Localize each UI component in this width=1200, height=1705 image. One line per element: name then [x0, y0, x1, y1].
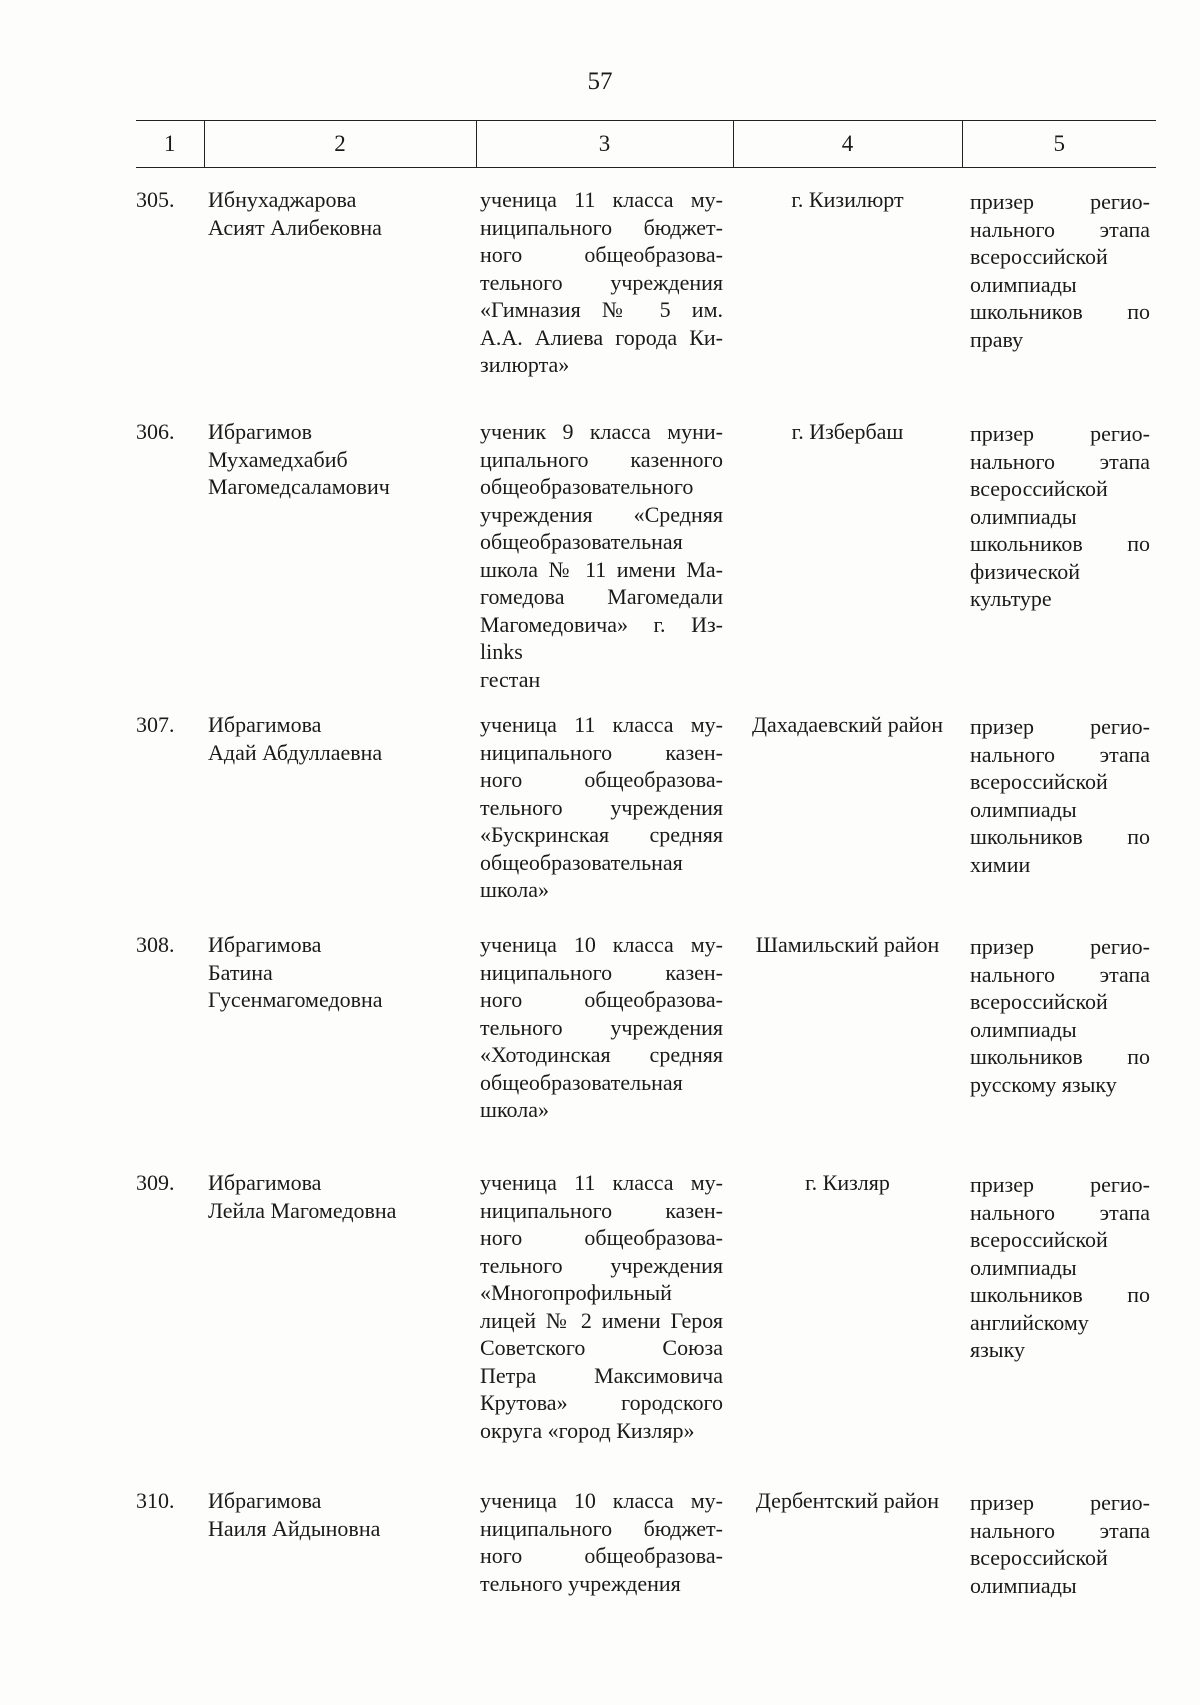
institution-line: ного общеобразова- — [480, 242, 723, 267]
award-line: нального этапа — [970, 216, 1150, 242]
institution-line: тельного учреждения — [480, 1252, 723, 1278]
institution-line: ного общеобразова- — [480, 767, 723, 792]
award-status — [962, 1151, 1156, 1469]
column-header-institution: 3 — [476, 121, 733, 168]
institution-line: общеобразовательная — [480, 1069, 683, 1095]
column-header-number: 1 — [136, 121, 204, 168]
column-header-name: 2 — [204, 121, 476, 168]
person-name-line: Ибрагимова — [208, 1170, 322, 1195]
institution-line: Магомедовича» г. Из- — [480, 611, 723, 637]
person-name-line: Батина — [208, 959, 273, 985]
award-status — [962, 693, 1156, 913]
person-name-line: Адай Абдуллаевна — [208, 739, 383, 765]
institution-line: ного общеобразова- — [480, 1543, 723, 1568]
institution-line: округа «город Кизляр» — [480, 1417, 695, 1443]
institution-line: ниципального казен- — [480, 739, 723, 765]
institution-line: «Многопрофильный — [480, 1280, 672, 1305]
person-name-line: Ибрагимова — [208, 932, 322, 957]
award-line: нального этапа — [970, 741, 1150, 767]
institution-line: ниципального бюджет- — [480, 214, 723, 240]
award-line: олимпиады — [970, 1254, 1077, 1280]
institution-line: общеобразовательная — [480, 529, 683, 554]
person-name — [204, 1469, 476, 1599]
table-row — [136, 913, 1156, 1151]
award-line: языку — [970, 1337, 1025, 1362]
row-number: 305. — [136, 187, 175, 212]
award-status — [962, 168, 1156, 401]
table-header-row — [136, 121, 1156, 168]
award-line: праву — [970, 326, 1024, 352]
institution-line: школа № 11 имени Ма- — [480, 556, 723, 582]
institution-line: ученица 11 класса му- — [480, 187, 723, 212]
institution-line: «Бускринская средняя — [480, 822, 723, 847]
municipality: г. Кизляр — [805, 1170, 890, 1195]
institution-line: тельного учреждения — [480, 1570, 681, 1596]
institution-line: links — [480, 639, 523, 664]
award-line: нального этапа — [970, 448, 1150, 474]
person-name — [204, 1151, 476, 1469]
row-number: 307. — [136, 712, 175, 737]
row-number: 310. — [136, 1488, 175, 1513]
column-header-award: 5 — [962, 121, 1156, 168]
institution-line: ученица 10 класса му- — [480, 1488, 723, 1513]
award-line: школьников по — [970, 1044, 1150, 1069]
institution-line: ципального казенного — [480, 446, 723, 472]
institution-line: ного общеобразова- — [480, 1225, 723, 1250]
award-line: призер регио- — [970, 934, 1150, 959]
award-line: всероссийской — [970, 244, 1108, 269]
institution — [476, 913, 733, 1151]
award-line: призер регио- — [970, 421, 1150, 446]
award-line: культуре — [970, 586, 1052, 611]
award-line: всероссийской — [970, 989, 1108, 1014]
municipality: Дербентский район — [755, 1488, 940, 1513]
award-line: школьников по — [970, 531, 1150, 556]
award-line: нального этапа — [970, 1199, 1150, 1225]
institution-line: учреждения «Средняя — [480, 501, 723, 527]
institution-line: ниципального казен- — [480, 1197, 723, 1223]
institution-line: общеобразовательная — [480, 849, 683, 875]
institution-line: «Хотодинская средняя — [480, 1042, 723, 1067]
institution-line: общеобразовательного — [480, 474, 694, 499]
award-status — [962, 1469, 1156, 1599]
institution-line: Крутова» городского — [480, 1390, 723, 1415]
award-line: призер регио- — [970, 1172, 1150, 1197]
municipality: Шамильский район — [755, 932, 940, 957]
award-line: олимпиады — [970, 271, 1077, 297]
person-name-line: Наиля Айдыновна — [208, 1515, 381, 1541]
award-line: олимпиады — [970, 1572, 1077, 1598]
table-row — [136, 400, 1156, 693]
institution-line: ученица 10 класса му- — [480, 932, 723, 957]
municipality: г. Кизилюрт — [791, 187, 904, 212]
award-line: физической — [970, 558, 1080, 584]
institution-line: школа» — [480, 1097, 549, 1122]
municipality: г. Избербаш — [791, 419, 904, 444]
institution — [476, 168, 733, 401]
award-line: школьников по — [970, 824, 1150, 849]
institution-line: Советского Союза — [480, 1335, 723, 1360]
award-line: всероссийской — [970, 1545, 1108, 1570]
institution-line: ниципального бюджет- — [480, 1515, 723, 1541]
award-line: всероссийской — [970, 769, 1108, 794]
column-header-place: 4 — [733, 121, 962, 168]
person-name-line: Лейла Магомедовна — [208, 1197, 397, 1223]
row-number: 306. — [136, 419, 175, 444]
institution-line: ученица 11 класса му- — [480, 1170, 723, 1195]
person-name-line: Мухамедхабиб — [208, 446, 348, 472]
page-number: 57 — [587, 68, 613, 95]
person-name-line: Ибрагимов — [208, 419, 312, 444]
table-row — [136, 1151, 1156, 1469]
table-row — [136, 1469, 1156, 1599]
award-line: нального этапа — [970, 1517, 1150, 1543]
award-line: химии — [970, 851, 1031, 877]
institution-line: ниципального казен- — [480, 959, 723, 985]
institution-line: ученик 9 класса муни- — [480, 419, 723, 444]
award-line: всероссийской — [970, 476, 1108, 501]
institution — [476, 400, 733, 693]
person-name — [204, 693, 476, 913]
table-row — [136, 168, 1156, 401]
person-name-line: Ибрагимова — [208, 1488, 322, 1513]
institution-line: ученица 11 класса му- — [480, 712, 723, 737]
institution-line: школа» — [480, 877, 549, 902]
award-line: нального этапа — [970, 961, 1150, 987]
institution-line: ного общеобразова- — [480, 987, 723, 1012]
institution-line: тельного учреждения — [480, 794, 723, 820]
person-name-line: Асият Алибековна — [208, 214, 382, 240]
institution — [476, 1151, 733, 1469]
institution-line: зилюрта» — [480, 352, 570, 377]
institution-line: лицей № 2 имени Героя — [480, 1307, 723, 1333]
institution — [476, 693, 733, 913]
person-name — [204, 400, 476, 693]
person-name-line: Магомедсаламович — [208, 474, 390, 499]
award-line: русскому языку — [970, 1071, 1117, 1097]
institution-line: гомедова Магомедали — [480, 584, 723, 609]
awardees-table — [136, 120, 1156, 1599]
person-name-line: Ибнухаджарова — [208, 187, 357, 212]
award-line: призер регио- — [970, 189, 1150, 214]
award-line: олимпиады — [970, 796, 1077, 822]
award-line: призер регио- — [970, 714, 1150, 739]
institution-line: А.А. Алиева города Ки- — [480, 324, 723, 350]
award-line: всероссийской — [970, 1227, 1108, 1252]
institution-line: тельного учреждения — [480, 269, 723, 295]
person-name — [204, 913, 476, 1151]
award-line: олимпиады — [970, 1016, 1077, 1042]
award-status — [962, 400, 1156, 693]
row-number: 309. — [136, 1170, 175, 1195]
award-line: английскому — [970, 1309, 1089, 1335]
institution-line: гестан — [480, 666, 541, 692]
institution-line: Петра Максимовича — [480, 1362, 723, 1388]
table-row — [136, 693, 1156, 913]
award-line: олимпиады — [970, 503, 1077, 529]
institution — [476, 1469, 733, 1599]
person-name — [204, 168, 476, 401]
institution-line: тельного учреждения — [480, 1014, 723, 1040]
award-line: школьников по — [970, 299, 1150, 324]
person-name-line: Гусенмагомедовна — [208, 987, 383, 1012]
municipality: Дахадаевский район — [751, 712, 944, 737]
award-line: призер регио- — [970, 1490, 1150, 1515]
award-status — [962, 913, 1156, 1151]
person-name-line: Ибрагимова — [208, 712, 322, 737]
award-line: школьников по — [970, 1282, 1150, 1307]
row-number: 308. — [136, 932, 175, 957]
institution-line: «Гимназия № 5 им. — [480, 297, 723, 322]
